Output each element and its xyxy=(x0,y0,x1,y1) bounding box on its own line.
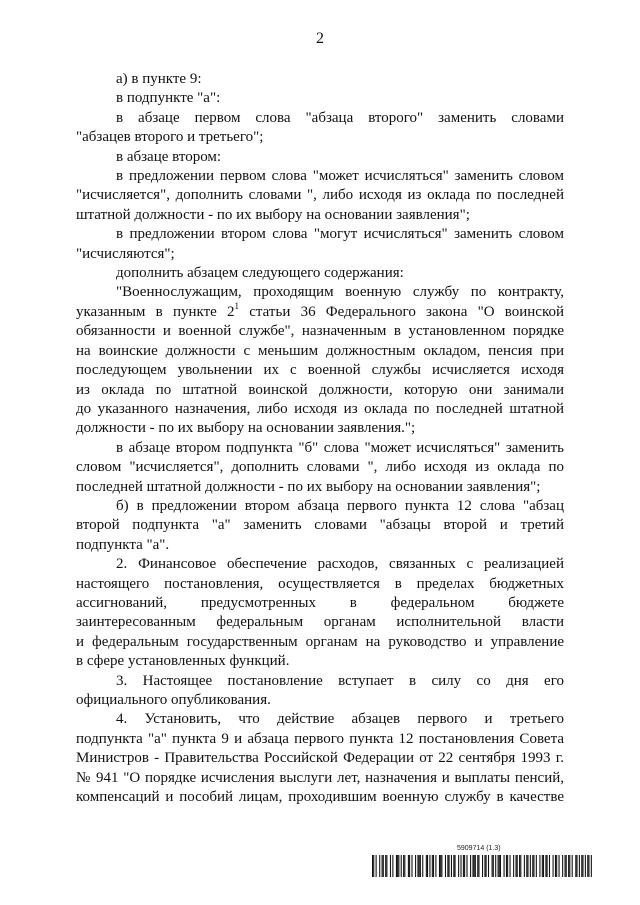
barcode-bar xyxy=(447,855,448,877)
document-body xyxy=(76,70,564,807)
barcode-bar xyxy=(392,855,393,877)
text-line: в абзаце втором подпункта "б" слова "может исчисляться" заменить xyxy=(116,439,564,456)
quote-text: статьи 36 Федерального закона "О воинской xyxy=(239,303,564,320)
quote-line: обязанности и военной службе", назначенным в установленном порядке xyxy=(76,323,564,340)
barcode-bar xyxy=(575,855,576,877)
barcode-bar xyxy=(504,855,505,877)
quote-line: "Военнослужащим, проходящим военную службу по контракту, xyxy=(116,284,564,301)
page-number: 2 xyxy=(316,30,324,47)
barcode-bar xyxy=(372,855,373,877)
text-line: подпункта "а" пункта 9 и абзаца первого пункта 12 постановления Совета xyxy=(76,730,564,747)
text-line: настоящего постановления, осуществляется в пределах бюджетных xyxy=(76,575,564,592)
barcode-bar xyxy=(451,855,452,877)
barcode-bar xyxy=(382,855,383,877)
barcode-bar xyxy=(520,855,521,877)
barcode-bar xyxy=(585,855,586,877)
barcode-bar xyxy=(435,855,436,877)
barcode-bar xyxy=(422,855,423,877)
barcode-bar xyxy=(536,855,537,877)
barcode-bar xyxy=(517,855,518,877)
text-line: 4. Установить, что действие абзацев первого и третьего xyxy=(116,711,564,728)
barcode-bar xyxy=(472,855,473,877)
barcode-bar xyxy=(513,855,514,877)
text-line: и федеральным государственным органам на руководство и управление xyxy=(76,633,564,650)
barcode-bar xyxy=(386,855,387,877)
barcode-bar xyxy=(426,855,427,877)
barcode-icon xyxy=(372,855,592,877)
barcode-bar xyxy=(556,855,557,877)
barcode-bar xyxy=(582,855,583,877)
barcode-bar xyxy=(588,855,589,877)
text-line: в сфере установленных функций. xyxy=(76,653,290,670)
barcode-bar xyxy=(397,855,398,877)
barcode-bar xyxy=(396,855,397,877)
barcode-bar xyxy=(543,855,544,877)
barcode-bar xyxy=(591,855,592,877)
text-line: официального опубликования. xyxy=(76,692,271,708)
barcode-bar xyxy=(417,855,418,877)
text-line: в абзаце втором: xyxy=(116,148,222,165)
barcode-bar xyxy=(373,855,374,877)
barcode-bar xyxy=(470,855,471,877)
barcode-bar xyxy=(383,855,384,877)
barcode-bar xyxy=(526,855,527,877)
text-line: 3. Настоящее постановление вступает в силу со дня его xyxy=(116,672,564,689)
barcode-bar xyxy=(539,855,540,877)
barcode-bar xyxy=(488,855,489,877)
barcode-bar xyxy=(527,855,528,877)
quote-line xyxy=(76,300,564,322)
barcode-bar xyxy=(492,855,493,877)
barcode-bar xyxy=(376,855,377,877)
barcode-bar xyxy=(515,855,516,877)
barcode-bar xyxy=(547,855,548,877)
barcode-bar xyxy=(545,855,546,877)
text-line: "исчисляются"; xyxy=(76,245,175,262)
barcode-bar xyxy=(463,855,464,877)
barcode-bar xyxy=(576,855,577,877)
text-line: а) в пункте 9: xyxy=(116,71,202,87)
barcode-bar xyxy=(429,855,430,877)
barcode-bar xyxy=(559,855,560,877)
text-line: заинтересованным федеральным органам исполнительной власти xyxy=(76,614,564,631)
text-line: № 941 "О порядке исчисления выслуги лет, назначения и выплаты пенсий, xyxy=(76,769,564,786)
barcode-bar xyxy=(415,855,416,877)
barcode-bar xyxy=(499,855,500,877)
quote-line: должности - по их выбору на основании заявления."; xyxy=(76,420,416,437)
barcode-bar xyxy=(478,855,479,877)
barcode-bar xyxy=(565,855,566,877)
text-line: компенсаций и пособий лицам, проходившим военную службу в качестве xyxy=(76,789,564,806)
barcode-bar xyxy=(432,855,433,877)
text-line: Министров - Правительства Российской Федерации от 22 сентября 1993 г. xyxy=(76,750,564,767)
text-line: подпункта "а". xyxy=(76,536,170,553)
barcode-bar xyxy=(555,855,556,877)
barcode-bar xyxy=(530,855,531,877)
barcode-bar xyxy=(449,855,450,877)
text-line: в подпункте "а": xyxy=(116,90,221,107)
text-line: б) в предложении втором абзаца первого пункта 12 слова "абзац xyxy=(116,497,564,514)
document-barcode xyxy=(372,845,592,887)
barcode-bar xyxy=(411,855,412,877)
barcode-bar xyxy=(409,855,410,877)
text-line: штатной должности - по их выбору на основании заявления"; xyxy=(76,206,470,223)
barcode-bar xyxy=(475,855,476,877)
barcode-bar xyxy=(568,855,569,877)
quote-text: указанным в пункте 2 xyxy=(76,303,235,320)
barcode-bar xyxy=(420,855,421,877)
quote-line: последующем увольнении их с военной службы исчисляется исходя xyxy=(76,362,564,379)
barcode-bar xyxy=(532,855,533,877)
barcode-bar xyxy=(460,855,461,877)
barcode-bar xyxy=(549,855,550,877)
barcode-bar xyxy=(587,855,588,877)
barcode-bar xyxy=(493,855,494,877)
barcode-bar xyxy=(477,855,478,877)
text-line: в абзаце первом слова "абзаца второго" заменить словами xyxy=(116,109,564,126)
barcode-bar xyxy=(553,855,554,877)
barcode-bar xyxy=(441,855,442,877)
barcode-bar xyxy=(581,855,582,877)
text-line: в предложении первом слова "может исчисляться" заменить словом xyxy=(116,168,564,185)
barcode-bar xyxy=(566,855,567,877)
quote-line: из оклада по штатной воинской должности, которую они занимали xyxy=(76,381,564,398)
barcode-bar xyxy=(506,855,507,877)
barcode-bar xyxy=(482,855,483,877)
text-line: "абзацев второго и третьего"; xyxy=(76,129,264,146)
barcode-bar xyxy=(403,855,404,877)
barcode-bar xyxy=(495,855,496,877)
barcode-bar xyxy=(579,855,580,877)
barcode-bar xyxy=(542,855,543,877)
barcode-bar xyxy=(385,855,386,877)
barcode-bar xyxy=(524,855,525,877)
text-line: дополнить абзацем следующего содержания: xyxy=(116,265,404,282)
quote-line: до указанного назначения, либо исходя из оклада по последней штатной xyxy=(76,400,564,417)
barcode-bar xyxy=(569,855,570,877)
barcode-bar xyxy=(445,855,446,877)
barcode-bar xyxy=(510,855,511,877)
superscript: 1 xyxy=(234,300,240,311)
barcode-bar xyxy=(562,855,563,877)
barcode-bar xyxy=(453,855,454,877)
barcode-bar xyxy=(419,855,420,877)
text-line: словом "исчисляется", дополнить словами ", либо исходя из оклада по xyxy=(76,459,564,476)
barcode-bar xyxy=(433,855,434,877)
text-line: последней штатной должности - по их выбору на основании заявления"; xyxy=(76,478,541,495)
barcode-bar xyxy=(439,855,440,877)
barcode-bar xyxy=(390,855,391,877)
barcode-bar xyxy=(572,855,573,877)
barcode-bar xyxy=(379,855,380,877)
barcode-bar xyxy=(533,855,534,877)
quote-line: на воинские должности с меньшим должностным окладом, пенсия при xyxy=(76,342,564,359)
barcode-bar xyxy=(486,855,487,877)
text-line: 2. Финансовое обеспечение расходов, связанных с реализацией xyxy=(116,556,564,573)
barcode-bar xyxy=(500,855,501,877)
barcode-bar xyxy=(408,855,409,877)
text-line: "исчисляется", дополнить словами ", либо исходя из оклада по последней xyxy=(76,187,564,204)
barcode-bar xyxy=(427,855,428,877)
barcode-bar xyxy=(398,855,399,877)
barcode-bar xyxy=(498,855,499,877)
barcode-bar xyxy=(466,855,467,877)
text-line: в предложении втором слова "могут исчисляться" заменить словом xyxy=(116,226,564,243)
barcode-bar xyxy=(484,855,485,877)
barcode-bar xyxy=(458,855,459,877)
text-line: ассигнований, предусмотренных в федеральном бюджете xyxy=(76,594,564,611)
barcode-bar xyxy=(464,855,465,877)
barcode-bar xyxy=(519,855,520,877)
text-line: второй подпункта "а" заменить словами "абзацы второй и третий xyxy=(76,517,564,534)
barcode-bar xyxy=(455,855,456,877)
barcode-bar xyxy=(474,855,475,877)
barcode-bar xyxy=(401,855,402,877)
barcode-caption: 5909714 (1.3) xyxy=(457,845,501,852)
barcode-bar xyxy=(404,855,405,877)
barcode-bar xyxy=(440,855,441,877)
barcode-bar xyxy=(507,855,508,877)
